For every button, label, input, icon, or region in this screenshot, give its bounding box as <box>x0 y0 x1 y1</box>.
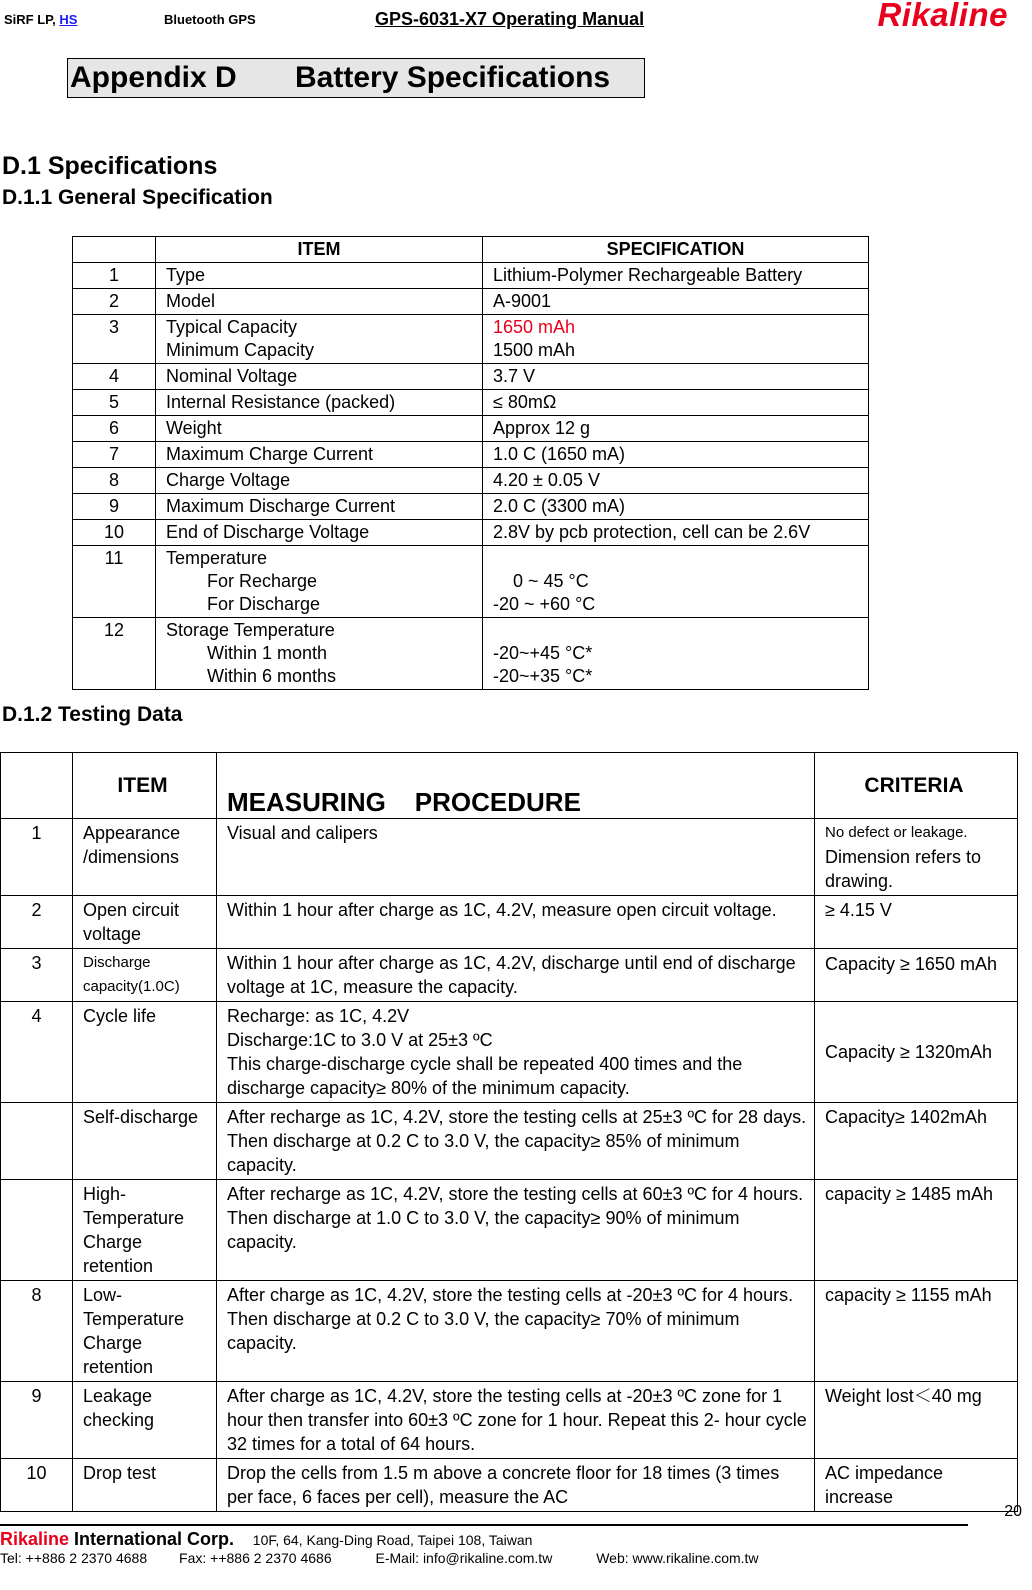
table-header-row <box>73 237 869 263</box>
table-row <box>73 494 869 520</box>
row-item-sub: For Discharge <box>207 594 321 614</box>
row-item: Appearance /dimensions <box>73 819 217 896</box>
header-num <box>1 753 73 819</box>
row-spec: Lithium-Polymer Rechargeable Battery <box>483 263 869 289</box>
row-item: End of Discharge Voltage <box>156 520 483 546</box>
table-row <box>73 546 869 618</box>
row-num: 1 <box>73 263 156 289</box>
minimum-capacity-value: 1500 mAh <box>493 340 576 360</box>
row-item-line: Minimum Capacity <box>166 340 315 360</box>
row-item: Maximum Discharge Current <box>156 494 483 520</box>
row-criteria: Capacity ≥ 1650 mAh <box>815 949 1018 1002</box>
row-item: Internal Resistance (packed) <box>156 390 483 416</box>
row-num: 7 <box>73 442 156 468</box>
row-num: 10 <box>73 520 156 546</box>
row-spec: Approx 12 g <box>483 416 869 442</box>
row-item: Cycle life <box>73 1002 217 1103</box>
header-procedure: MEASURING PROCEDURE <box>217 753 815 819</box>
footer-tel: Tel: ++886 2 2370 4688 <box>0 1550 148 1566</box>
row-criteria: capacity ≥ 1485 mAh <box>815 1180 1018 1281</box>
row-num: 12 <box>73 618 156 690</box>
header-criteria: CRITERIA <box>815 753 1018 819</box>
row-spec <box>483 618 869 690</box>
row-num: 1 <box>1 819 73 896</box>
general-spec-table <box>72 236 869 690</box>
table-row <box>1 1382 1018 1459</box>
footer-web[interactable]: Web: www.rikaline.com.tw <box>596 1550 759 1566</box>
typical-capacity-value: 1650 mAh <box>493 317 576 337</box>
row-num: 9 <box>1 1382 73 1459</box>
row-item: Leakage checking <box>73 1382 217 1459</box>
row-num: 3 <box>73 315 156 364</box>
row-item <box>156 546 483 618</box>
table-row <box>73 416 869 442</box>
row-item: Discharge capacity(1.0C) <box>73 949 217 1002</box>
footer-company <box>0 1529 532 1550</box>
footer-contact <box>0 1550 759 1566</box>
row-item: Maximum Charge Current <box>156 442 483 468</box>
procedure-line: Discharge:1C to 3.0 V at 25±3 ºC <box>227 1030 493 1050</box>
procedure-line: Recharge: as 1C, 4.2V <box>227 1006 410 1026</box>
row-item-line: Storage Temperature <box>166 620 335 640</box>
row-criteria: ≥ 4.15 V <box>815 896 1018 949</box>
row-spec-line: -20~+35 °C* <box>493 666 593 686</box>
row-num: 6 <box>73 416 156 442</box>
row-procedure: After charge as 1C, 4.2V, store the testing cells at -20±3 ºC for 4 hours. Then discharge at 0.2 C to 3.0 V, the capacity≥ 70% of minimum capacity. <box>217 1281 815 1382</box>
row-procedure: After recharge as 1C, 4.2V, store the testing cells at 60±3 ºC for 4 hours. Then discharge at 1.0 C to 3.0 V, the capacity≥ 90% of minimum capacity. <box>217 1180 815 1281</box>
brand-logo: Rikaline <box>877 0 1008 33</box>
footer-address: 10F, 64, Kang-Ding Road, Taipei 108, Taiwan <box>252 1532 533 1548</box>
row-criteria: Weight lost＜40 mg <box>815 1382 1018 1459</box>
table-row <box>73 390 869 416</box>
header-item: ITEM <box>73 753 217 819</box>
row-num: 10 <box>1 1459 73 1512</box>
row-item-line: Typical Capacity <box>166 317 298 337</box>
row-item-sub: Within 6 months <box>207 666 337 686</box>
section-d12-heading: D.1.2 Testing Data <box>2 703 183 726</box>
header-hs-link[interactable]: HS <box>59 12 78 27</box>
row-item: High-Temperature Charge retention <box>73 1180 217 1281</box>
row-num: 11 <box>73 546 156 618</box>
table-row <box>73 618 869 690</box>
row-num: 8 <box>73 468 156 494</box>
row-spec: 3.7 V <box>483 364 869 390</box>
row-num: 9 <box>73 494 156 520</box>
row-spec: 4.20 ± 0.05 V <box>483 468 869 494</box>
row-procedure <box>217 1002 815 1103</box>
row-spec: 2.8V by pcb protection, cell can be 2.6V <box>483 520 869 546</box>
row-num <box>1 1180 73 1281</box>
row-item: Weight <box>156 416 483 442</box>
row-num: 8 <box>1 1281 73 1382</box>
row-item: Model <box>156 289 483 315</box>
row-num: 4 <box>1 1002 73 1103</box>
row-item: Drop test <box>73 1459 217 1512</box>
row-procedure: Visual and calipers <box>217 819 815 896</box>
testing-data-table <box>0 752 1018 1512</box>
row-item: Type <box>156 263 483 289</box>
criteria-line: Dimension refers to drawing. <box>825 847 982 891</box>
row-item: Nominal Voltage <box>156 364 483 390</box>
table-row <box>73 520 869 546</box>
row-num: 4 <box>73 364 156 390</box>
row-item-line: Temperature <box>166 548 268 568</box>
row-criteria: AC impedance increase <box>815 1459 1018 1512</box>
row-criteria: capacity ≥ 1155 mAh <box>815 1281 1018 1382</box>
table-row <box>1 1459 1018 1512</box>
row-item: Charge Voltage <box>156 468 483 494</box>
row-item-sub: For Recharge <box>207 571 318 591</box>
row-criteria <box>815 819 1018 896</box>
row-spec <box>483 315 869 364</box>
row-criteria: Capacity ≥ 1320mAh <box>815 1002 1018 1103</box>
footer-brand: Rikaline <box>0 1529 70 1549</box>
row-procedure: Within 1 hour after charge as 1C, 4.2V, discharge until end of discharge voltage at 1C, measure the capacity. <box>217 949 815 1002</box>
row-item: Self-discharge <box>73 1103 217 1180</box>
row-item-sub: Within 1 month <box>207 643 328 663</box>
table-row <box>73 364 869 390</box>
footer-fax: Fax: ++886 2 2370 4686 <box>179 1550 332 1566</box>
appendix-label: Appendix D <box>70 61 237 94</box>
row-criteria: Capacity≥ 1402mAh <box>815 1103 1018 1180</box>
page-number: 20 <box>1004 1503 1022 1520</box>
row-item: Open circuit voltage <box>73 896 217 949</box>
appendix-title <box>67 58 645 98</box>
header-spec: SPECIFICATION <box>483 237 869 263</box>
row-spec-line: -20~+45 °C* <box>493 643 593 663</box>
header-item: ITEM <box>156 237 483 263</box>
row-spec: ≤ 80mΩ <box>483 390 869 416</box>
section-d11-heading: D.1.1 General Specification <box>2 186 273 209</box>
row-num: 3 <box>1 949 73 1002</box>
header-sirf: SiRF LP, HS <box>4 12 78 27</box>
row-item <box>156 315 483 364</box>
row-procedure: Drop the cells from 1.5 m above a concrete floor for 18 times (3 times per face, 6 faces per cell), measure the AC <box>217 1459 815 1512</box>
row-procedure: After charge as 1C, 4.2V, store the testing cells at -20±3 ºC zone for 1 hour then transfer into 60±3 ºC zone for 1 hour. Repeat this 2- hour cycle 32 times for a total of 64 hours. <box>217 1382 815 1459</box>
row-procedure: Within 1 hour after charge as 1C, 4.2V, measure open circuit voltage. <box>217 896 815 949</box>
row-spec: 1.0 C (1650 mA) <box>483 442 869 468</box>
table-row <box>73 315 869 364</box>
table-row <box>1 819 1018 896</box>
row-item <box>156 618 483 690</box>
procedure-line: This charge-discharge cycle shall be repeated 400 times and the discharge capacity≥ 80% of the minimum capacity. <box>227 1054 743 1098</box>
table-row <box>1 896 1018 949</box>
row-spec-line: -20 ~ +60 °C <box>493 594 596 614</box>
section-d1-heading: D.1 Specifications <box>2 152 218 180</box>
row-spec: 2.0 C (3300 mA) <box>483 494 869 520</box>
row-spec-line: 0 ~ 45 °C <box>513 571 589 591</box>
table-row <box>73 289 869 315</box>
row-item: Low-Temperature Charge retention <box>73 1281 217 1382</box>
footer-email[interactable]: E-Mail: info@rikaline.com.tw <box>375 1550 553 1566</box>
header-bluetooth: Bluetooth GPS <box>164 12 256 27</box>
table-row <box>73 468 869 494</box>
appendix-heading: Battery Specifications <box>295 61 611 94</box>
table-row <box>73 263 869 289</box>
manual-title: GPS-6031-X7 Operating Manual <box>375 9 645 29</box>
table-row <box>1 949 1018 1002</box>
row-num <box>1 1103 73 1180</box>
criteria-line: No defect or leakage. <box>825 824 968 841</box>
footer-company-name: International Corp. <box>69 1529 235 1549</box>
row-spec <box>483 546 869 618</box>
table-row <box>73 442 869 468</box>
table-row <box>1 1180 1018 1281</box>
row-num: 2 <box>73 289 156 315</box>
header-num <box>73 237 156 263</box>
footer-divider <box>0 1524 968 1526</box>
row-spec: A-9001 <box>483 289 869 315</box>
row-num: 2 <box>1 896 73 949</box>
row-procedure: After recharge as 1C, 4.2V, store the testing cells at 25±3 ºC for 28 days. Then discharge at 0.2 C to 3.0 V, the capacity≥ 85% of minimum capacity. <box>217 1103 815 1180</box>
table-header-row <box>1 753 1018 819</box>
table-row <box>1 1281 1018 1382</box>
table-row <box>1 1103 1018 1180</box>
table-row <box>1 1002 1018 1103</box>
row-num: 5 <box>73 390 156 416</box>
